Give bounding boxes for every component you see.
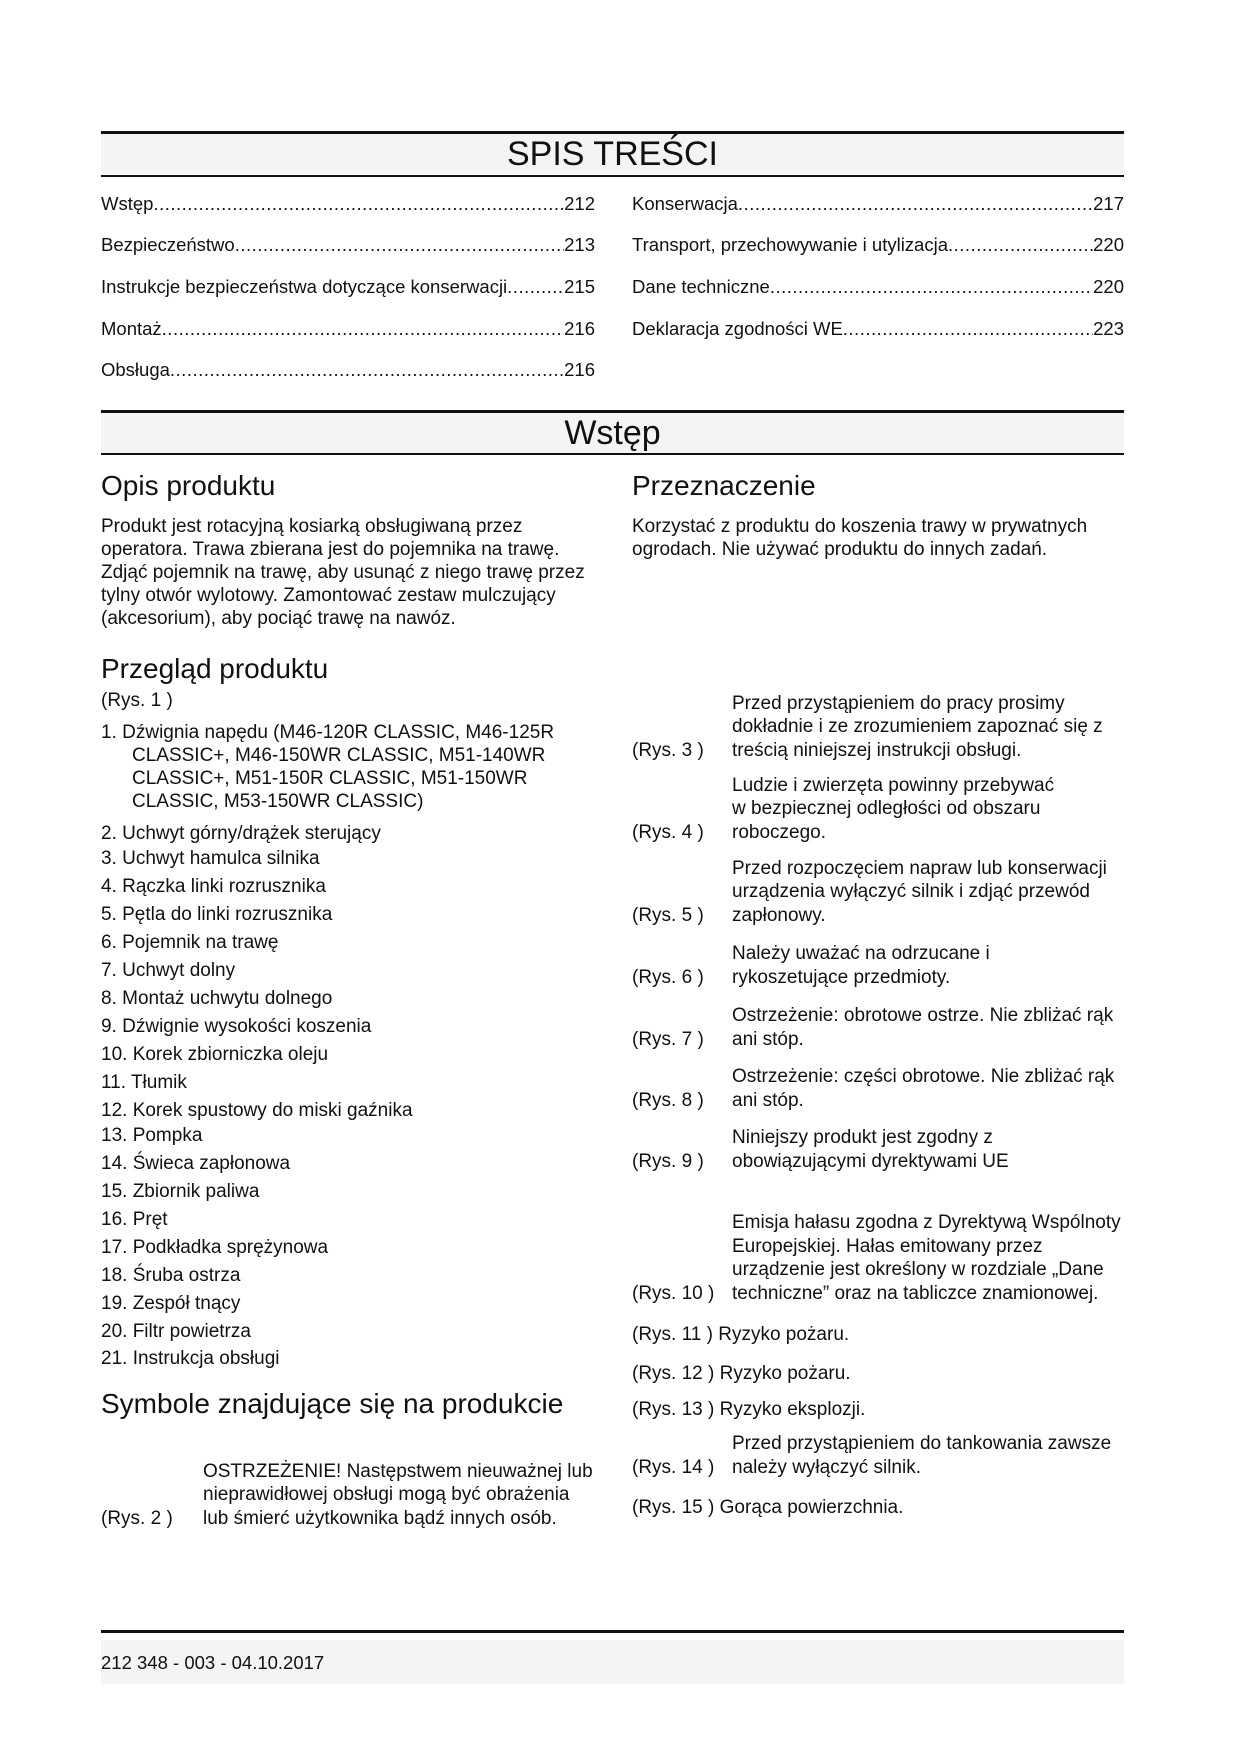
opis-heading: Opis produktu xyxy=(101,470,276,501)
toc-entry-page: 220 xyxy=(1093,276,1124,297)
symbol-ref: (Rys. 12 ) xyxy=(632,1363,715,1384)
toc-entry-page: 213 xyxy=(564,234,595,255)
symbol-ref: (Rys. 14 ) xyxy=(632,1456,715,1478)
przeznaczenie-heading: Przeznaczenie xyxy=(632,470,816,501)
przeznaczenie-text: Korzystać z produktu do koszenia trawy w prywatnych ogrodach. Nie używać produktu do innych zadań. xyxy=(632,516,1088,560)
toc-entry-page: 216 xyxy=(564,318,595,339)
list-item: 17. Podkładka sprężynowa xyxy=(101,1237,329,1258)
symbol-row xyxy=(632,1002,1124,1051)
symbol-desc: Ryzyko eksplozji. xyxy=(719,1399,866,1420)
toc-title: SPIS TREŚCI xyxy=(507,135,718,173)
list-item: 4. Rączka linki rozrusznika xyxy=(101,876,326,897)
symbol-row xyxy=(632,1496,903,1520)
toc-entry-montaz[interactable] xyxy=(101,318,595,340)
symbol-ref: (Rys. 6 ) xyxy=(632,966,704,988)
list-item: 6. Pojemnik na trawę xyxy=(101,932,279,953)
symbol-desc: Przed przystąpieniem do tankowania zawsze należy wyłączyć silnik. xyxy=(732,1433,1112,1478)
symbol-desc: Ludzie i zwierzęta powinny przebywać w bezpiecznej odległości od obszaru roboczego. xyxy=(732,774,1055,843)
footer-rule xyxy=(101,1630,1124,1633)
toc-leader-dots xyxy=(235,234,564,256)
symbol-desc: Ostrzeżenie: części obrotowe. Nie zbliżać rąk ani stóp. xyxy=(732,1066,1115,1111)
intro-title: Wstęp xyxy=(564,414,661,452)
toc-entry-deklaracja[interactable] xyxy=(632,318,1124,340)
toc-leader-dots xyxy=(153,193,564,215)
list-item: 15. Zbiornik paliwa xyxy=(101,1181,260,1202)
list-item: 14. Świeca zapłonowa xyxy=(101,1153,291,1174)
toc-leader-dots xyxy=(162,318,564,340)
symbole-heading: Symbole znajdujące się na produkcie xyxy=(101,1388,564,1419)
toc-leader-dots xyxy=(507,276,564,298)
toc-entry-page: 212 xyxy=(564,193,595,214)
symbol-desc: Przed przystąpieniem do pracy prosimy dokładnie i ze zrozumieniem zapoznać się z treścią niniejszej instrukcji obsługi. xyxy=(732,692,1103,761)
symbol-desc: Gorąca powierzchnia. xyxy=(719,1497,904,1518)
toc-entry-konserwacja[interactable] xyxy=(632,193,1124,215)
symbol-row xyxy=(101,1430,591,1530)
toc-entry-label: Wstęp xyxy=(101,193,154,214)
symbol-row xyxy=(632,1430,1124,1479)
toc-entry-dane[interactable] xyxy=(632,276,1124,298)
intro-bottom-rule xyxy=(101,453,1124,455)
list-item: 18. Śruba ostrza xyxy=(101,1265,241,1286)
symbol-desc: Ryzyko pożaru. xyxy=(719,1363,851,1384)
list-item: 16. Pręt xyxy=(101,1209,168,1230)
toc-leader-dots xyxy=(170,359,564,381)
toc-entry-page: 215 xyxy=(564,276,595,297)
list-item: 5. Pętla do linki rozrusznika xyxy=(101,904,333,925)
symbol-row xyxy=(632,1362,851,1386)
opis-text: Produkt jest rotacyjną kosiarką obsługiwaną przez operatora. Trawa zbierana jest do pojemnika na trawę. Zdjąć pojemnik na trawę, aby usunąć z niego trawę przez tylny otwór wylotowy. Zamontować zestaw mulczujący (akcesorium), aby pociąć trawę na nawóz. xyxy=(101,516,585,629)
symbol-row xyxy=(632,1398,865,1422)
symbol-desc: Należy uważać na odrzucane i rykoszetujące przedmioty. xyxy=(732,943,990,988)
symbol-ref: (Rys. 4 ) xyxy=(632,821,704,843)
symbol-desc: Przed rozpoczęciem napraw lub konserwacji urządzenia wyłączyć silnik i zdjąć przewód zapłonowy. xyxy=(732,857,1107,926)
toc-leader-dots xyxy=(770,276,1093,298)
symbol-row xyxy=(632,1063,1124,1112)
symbol-desc: Emisja hałasu zgodna z Dyrektywą Wspólnoty Europejskiej. Hałas emitowany przez urządzenie jest określony w rozdziale „Dane techniczne” oraz na tabliczce znamionowej. xyxy=(732,1212,1121,1304)
toc-bottom-rule xyxy=(101,175,1124,177)
przeglad-ref: (Rys. 1 ) xyxy=(101,690,173,711)
symbol-ref: (Rys. 3 ) xyxy=(632,739,704,761)
list-item: 10. Korek zbiorniczka oleju xyxy=(101,1044,329,1065)
symbol-row xyxy=(632,770,1124,844)
toc-entry-label: Deklaracja zgodności WE xyxy=(632,318,843,339)
list-item: 2. Uchwyt górny/drążek sterujący xyxy=(101,823,381,844)
toc-entry-bezpieczenstwo[interactable] xyxy=(101,234,595,256)
symbol-ref: (Rys. 2 ) xyxy=(101,1507,173,1529)
symbol-row xyxy=(632,1185,1124,1305)
list-item: 19. Zespół tnący xyxy=(101,1293,241,1314)
toc-entry-page: 220 xyxy=(1093,234,1124,255)
toc-leader-dots xyxy=(843,318,1093,340)
list-item: 8. Montaż uchwytu dolnego xyxy=(101,988,333,1009)
list-item: 21. Instrukcja obsługi xyxy=(101,1348,280,1369)
list-item: 7. Uchwyt dolny xyxy=(101,960,236,981)
toc-entry-label: Bezpieczeństwo xyxy=(101,234,235,255)
symbol-ref: (Rys. 10 ) xyxy=(632,1282,715,1304)
toc-entry-label: Dane techniczne xyxy=(632,276,770,297)
list-item: 13. Pompka xyxy=(101,1125,203,1146)
list-item: 9. Dźwignie wysokości koszenia xyxy=(101,1016,372,1037)
toc-entry-transport[interactable] xyxy=(632,234,1124,256)
symbol-row xyxy=(632,1323,849,1347)
toc-entry-label: Montaż xyxy=(101,318,162,339)
toc-leader-dots xyxy=(738,193,1093,215)
symbol-ref: (Rys. 9 ) xyxy=(632,1150,704,1172)
toc-entry-instrukcje[interactable] xyxy=(101,276,595,298)
symbol-desc: OSTRZEŻENIE! Następstwem nieuważnej lub nieprawidłowej obsługi mogą być obrażenia lub śmierć użytkownika bądź innych osób. xyxy=(203,1460,593,1529)
list-item xyxy=(101,721,591,813)
toc-entry-page: 223 xyxy=(1093,318,1124,339)
symbol-row xyxy=(632,855,1124,927)
symbol-row xyxy=(632,1124,1124,1173)
list-item-continuation: CLASSIC+, M46-150WR CLASSIC, M51-140WR CLASSIC+, M51-150R CLASSIC, M51-150WR CLASSIC, M53-150WR CLASSIC) xyxy=(132,745,546,812)
symbol-row xyxy=(632,940,1124,989)
toc-leader-dots xyxy=(948,234,1093,256)
list-item: 3. Uchwyt hamulca silnika xyxy=(101,848,320,869)
symbol-ref: (Rys. 11 ) xyxy=(632,1324,713,1345)
symbol-ref: (Rys. 5 ) xyxy=(632,904,704,926)
toc-entry-label: Konserwacja xyxy=(632,193,738,214)
symbol-desc: Niniejszy produkt jest zgodny z obowiązującymi dyrektywami UE xyxy=(732,1127,1009,1172)
symbol-ref: (Rys. 7 ) xyxy=(632,1028,704,1050)
list-item: 20. Filtr powietrza xyxy=(101,1321,251,1342)
symbol-ref: (Rys. 13 ) xyxy=(632,1399,715,1420)
footer-doc-id: 212 348 - 003 - 04.10.2017 xyxy=(101,1652,325,1673)
list-item: 11. Tłumik xyxy=(101,1072,187,1093)
symbol-ref: (Rys. 8 ) xyxy=(632,1089,704,1111)
przeglad-heading: Przegląd produktu xyxy=(101,653,329,684)
toc-entry-page: 217 xyxy=(1093,193,1124,214)
toc-entry-wstep[interactable] xyxy=(101,193,595,215)
symbol-row xyxy=(632,680,1124,762)
toc-entry-page: 216 xyxy=(564,359,595,380)
toc-entry-label: Obsługa xyxy=(101,359,170,380)
toc-entry-label: Instrukcje bezpieczeństwa dotyczące konserwacji xyxy=(101,276,508,297)
symbol-ref: (Rys. 15 ) xyxy=(632,1497,715,1518)
symbol-desc: Ryzyko pożaru. xyxy=(718,1324,850,1345)
toc-entry-obsluga[interactable] xyxy=(101,359,595,381)
toc-entry-label: Transport, przechowywanie i utylizacja xyxy=(632,234,948,255)
symbol-desc: Ostrzeżenie: obrotowe ostrze. Nie zbliżać rąk ani stóp. xyxy=(732,1005,1114,1050)
list-item-text: 1. Dźwignia napędu (M46-120R CLASSIC, M46-125R xyxy=(101,722,555,743)
list-item: 12. Korek spustowy do miski gaźnika xyxy=(101,1100,413,1121)
